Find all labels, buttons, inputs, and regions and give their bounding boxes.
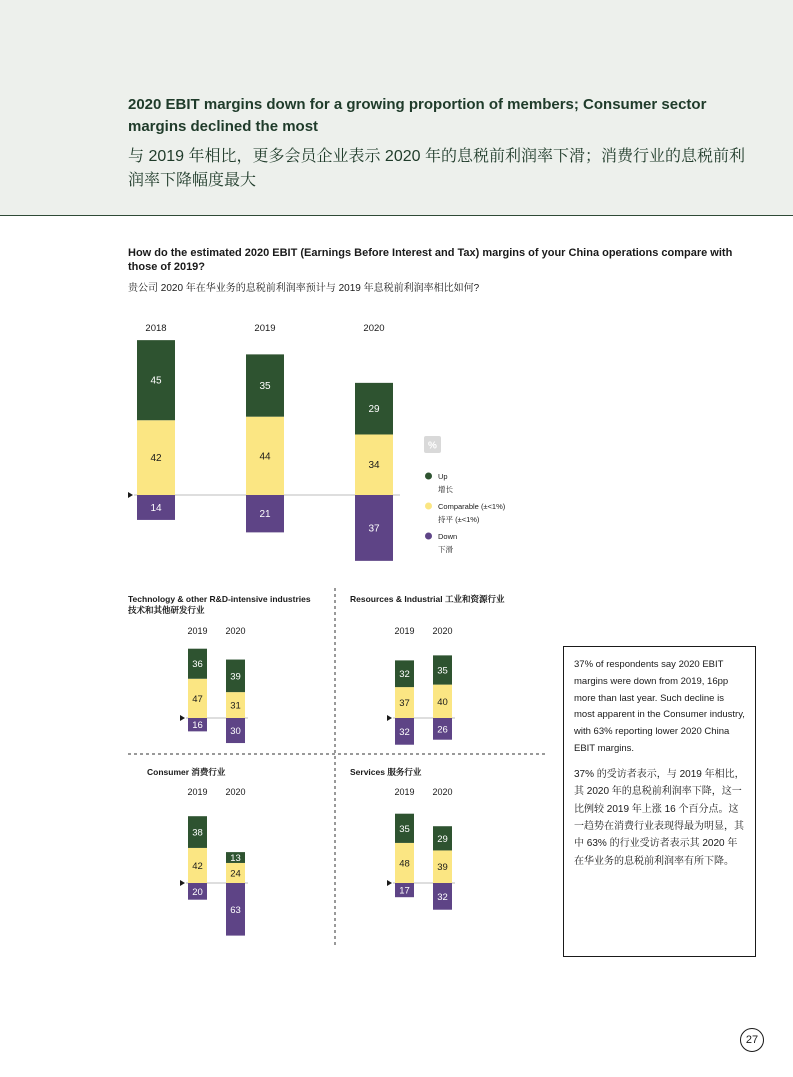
chart-1-tick-2019: 2019: [187, 626, 208, 636]
chart-0-label-down-2020: 37: [368, 523, 380, 535]
chart-1-tick-2020: 2020: [225, 626, 246, 636]
page-title-en: 2020 EBIT margins down for a growing proportion of members; Consumer sector margins declined the most: [128, 96, 707, 135]
chart-0-label-down-2018: 14: [150, 502, 162, 514]
chart-3-baseline-arrow: [180, 880, 185, 886]
chart-1-label-up-2020: 39: [230, 671, 241, 683]
note-box: [563, 646, 756, 957]
chart-2-label-up-2019: 32: [399, 669, 410, 681]
legend-label-up-en: Up: [438, 472, 448, 481]
question-en: How do the estimated 2020 EBIT (Earnings Before Interest and Tax) margins of your China operations compare with those of 2019?: [128, 247, 733, 273]
chart-2-title: Resources & Industrial 工业和资源行业: [350, 594, 505, 604]
chart-4-label-up-2020: 29: [437, 833, 448, 845]
chart-2-label-comparable-2019: 37: [399, 698, 410, 710]
chart-1-title-line-0: Technology & other R&D-intensive industries: [128, 594, 311, 604]
legend-label-down-zh: 下滑: [438, 545, 453, 554]
chart-0-label-comparable-2018: 42: [150, 453, 162, 465]
legend-label-down-en: Down: [438, 532, 458, 541]
chart-4-label-down-2019: 17: [399, 885, 410, 897]
chart-0-label-down-2019: 21: [259, 509, 271, 521]
chart-0-label-up-2019: 35: [259, 381, 271, 393]
chart-2-label-comparable-2020: 40: [437, 696, 448, 708]
chart-0-tick-2019: 2019: [254, 323, 276, 334]
chart-4-label-comparable-2020: 39: [437, 862, 448, 874]
chart-1-label-down-2019: 16: [192, 720, 203, 732]
chart-4-tick-2020: 2020: [432, 787, 453, 797]
chart-3-tick-2020: 2020: [225, 787, 246, 797]
page-number: 27: [740, 1028, 764, 1052]
legend-label-up-zh: 增长: [438, 485, 453, 494]
chart-1-label-up-2019: 36: [192, 659, 203, 671]
chart-2-label-down-2019: 32: [399, 726, 410, 738]
chart-2-tick-2020: 2020: [432, 626, 453, 636]
chart-3-label-down-2019: 20: [192, 886, 203, 898]
chart-2-label-down-2020: 26: [437, 724, 448, 736]
chart-4-label-up-2019: 35: [399, 823, 410, 835]
chart-1-label-comparable-2020: 31: [230, 700, 241, 712]
chart-0-tick-2018: 2018: [145, 323, 167, 334]
note-text-en: 37% of respondents say 2020 EBIT margins were down from 2019, 16pp more than last year. Such decline is most apparent in the Consumer industry, with 63% reporting lower 2020 China EBIT margins.: [574, 659, 745, 754]
chart-0-label-up-2018: 45: [150, 375, 162, 387]
page-title-zh: 与 2019 年相比，更多会员企业表示 2020 年的息税前利润率下滑；消费行业的息税前利润率下降幅度最大: [128, 148, 745, 189]
legend-dot-up: [425, 473, 432, 480]
chart-0-label-up-2020: 29: [368, 404, 380, 416]
chart-3-label-down-2020: 63: [230, 904, 241, 916]
chart-0-label-comparable-2020: 34: [368, 460, 380, 472]
chart-3-label-comparable-2020: 24: [230, 868, 241, 880]
chart-2-baseline-arrow: [387, 715, 392, 721]
legend-unit-label: %: [428, 440, 437, 452]
legend-label-comparable-zh: 持平 (±<1%): [438, 515, 480, 524]
chart-2-label-up-2020: 35: [437, 665, 448, 677]
chart-4-tick-2019: 2019: [394, 787, 415, 797]
chart-1-title-line-1: 技术和其他研发行业: [128, 605, 205, 615]
chart-4-label-comparable-2019: 48: [399, 858, 410, 870]
chart-4-title: Services 服务行业: [350, 767, 422, 777]
legend-dot-comparable: [425, 503, 432, 510]
legend-label-comparable-en: Comparable (±<1%): [438, 502, 506, 511]
chart-0-tick-2020: 2020: [363, 323, 385, 334]
chart-3-tick-2019: 2019: [187, 787, 208, 797]
chart-1-label-down-2020: 30: [230, 726, 241, 738]
chart-2-tick-2019: 2019: [394, 626, 415, 636]
chart-3-label-up-2020: 13: [230, 853, 241, 865]
chart-3-label-up-2019: 38: [192, 827, 203, 839]
note-text-zh: 37% 的受访者表示，与 2019 年相比，其 2020 年的息税前利润率下降，这一比例较 2019 年上涨 16 个百分点。这一趋势在消费行业表现得最为明显，其中 63% 的行业受访者表示其 2020 年在华业务的息税前利润率有所下降。: [574, 768, 745, 867]
chart-4-label-down-2020: 32: [437, 891, 448, 903]
chart-3-title: Consumer 消费行业: [147, 767, 226, 777]
chart-0-baseline-arrow: [128, 492, 133, 498]
chart-3-label-comparable-2019: 42: [192, 860, 203, 872]
chart-4-baseline-arrow: [387, 880, 392, 886]
chart-1-baseline-arrow: [180, 715, 185, 721]
legend-dot-down: [425, 533, 432, 540]
question-zh: 贵公司 2020 年在华业务的息税前利润率预计与 2019 年息税前利润率相比如何?: [128, 283, 480, 294]
chart-1-label-comparable-2019: 47: [192, 693, 203, 705]
chart-0-label-comparable-2019: 44: [259, 451, 271, 463]
